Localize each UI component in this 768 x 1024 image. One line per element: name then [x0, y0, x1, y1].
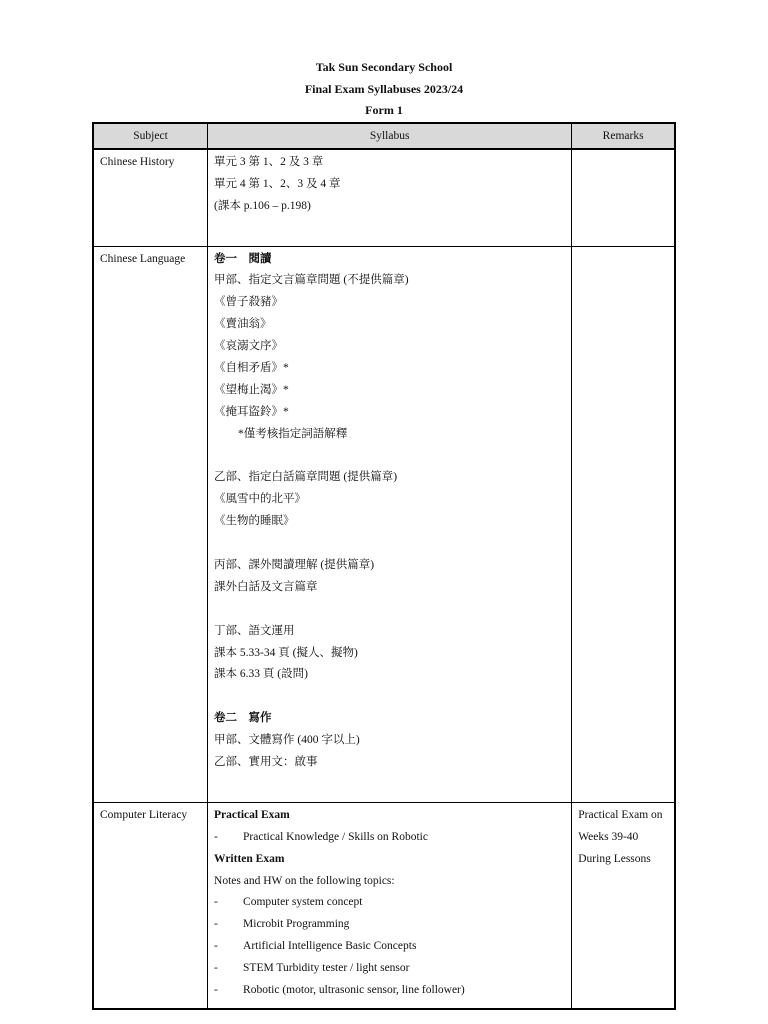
section-heading: 丁部、語文運用 — [214, 624, 295, 637]
column-header-syllabus: Syllabus — [208, 123, 572, 149]
remarks-cell — [572, 246, 675, 802]
syllabus-line: 乙部、實用文：啟事 — [214, 756, 318, 769]
bullet-dash: - — [214, 896, 218, 909]
footnote: *僅考核指定詞語解釋 — [238, 427, 348, 440]
syllabus-cell — [208, 246, 572, 802]
paper-heading: 卷一 閱讀 — [214, 252, 272, 265]
paper-heading: 卷二 寫作 — [214, 712, 272, 725]
syllabus-line: 《曾子殺豬》 — [214, 296, 284, 309]
syllabus-line: 《自相矛盾》* — [214, 362, 289, 375]
list-item-text: Microbit Programming — [243, 918, 350, 931]
remarks-line: Weeks 39-40 — [578, 830, 639, 843]
list-item — [214, 960, 565, 982]
list-item-text: Artificial Intelligence Basic Concepts — [243, 940, 417, 953]
list-item — [214, 894, 565, 916]
bullet-dash: - — [214, 940, 218, 953]
document-title: Final Exam Syllabuses 2023/24 — [304, 81, 464, 96]
section-heading: 乙部、指定白話篇章問題 (提供篇章) — [214, 471, 398, 484]
syllabus-line: Notes and HW on the following topics: — [214, 874, 395, 887]
subject-cell — [93, 802, 208, 1009]
list-item — [214, 982, 565, 1004]
school-name: Tak Sun Secondary School — [315, 60, 453, 74]
syllabus-line: 課本 6.33 頁 (設問) — [214, 668, 308, 681]
subject-cell — [93, 246, 208, 802]
column-header-remarks: Remarks — [572, 123, 675, 149]
list-item — [214, 829, 565, 851]
list-item-text: Robotic (motor, ultrasonic sensor, line follower) — [243, 983, 465, 996]
syllabus-line: 課本 5.33-34 頁 (擬人、擬物) — [214, 646, 358, 659]
bullet-dash: - — [214, 962, 218, 975]
section-heading: Practical Exam — [214, 808, 290, 821]
subject-name: Chinese History — [100, 156, 175, 168]
subject-cell — [93, 149, 208, 246]
syllabus-line: 《掩耳盜鈴》* — [214, 405, 289, 418]
list-item — [214, 916, 565, 938]
syllabus-table — [92, 122, 676, 1010]
subject-name: Chinese Language — [100, 252, 186, 265]
bullet-dash: - — [214, 983, 218, 996]
syllabus-cell — [208, 802, 572, 1009]
section-heading: 甲部、指定文言篇章問題 (不提供篇章) — [214, 274, 409, 287]
syllabus-line: 單元 4 第 1、2、3 及 4 章 — [214, 177, 341, 190]
syllabus-line: 《哀溺文序》 — [214, 340, 284, 353]
table-row-computer-literacy — [93, 802, 675, 1009]
list-item — [214, 938, 565, 960]
remarks-line: Practical Exam on — [578, 808, 663, 821]
subject-name: Computer Literacy — [100, 808, 188, 821]
syllabus-line: 課外白話及文言篇章 — [214, 580, 318, 593]
column-header-subject: Subject — [93, 123, 208, 149]
table-row-chinese-history — [93, 149, 675, 246]
remarks-cell — [572, 149, 675, 246]
syllabus-line: 單元 3 第 1、2 及 3 章 — [214, 156, 324, 168]
list-item-text: STEM Turbidity tester / light sensor — [243, 962, 410, 975]
syllabus-line: 甲部、文體寫作 (400 字以上) — [214, 734, 360, 747]
syllabus-line: 《風雪中的北平》 — [214, 493, 307, 506]
remarks-cell — [572, 802, 675, 1009]
list-item-text: Practical Knowledge / Skills on Robotic — [243, 830, 428, 843]
syllabus-line: 《望梅止渴》* — [214, 383, 289, 396]
bullet-dash: - — [214, 830, 218, 843]
syllabus-cell — [208, 149, 572, 246]
syllabus-line: (課本 p.106 – p.198) — [214, 199, 311, 212]
form-label: Form 1 — [365, 103, 403, 117]
section-heading: Written Exam — [214, 852, 285, 865]
syllabus-line: 《生物的睡眠》 — [214, 515, 295, 528]
document-header — [0, 60, 768, 125]
table-row-chinese-language — [93, 246, 675, 802]
syllabus-line: 《賣油翁》 — [214, 318, 272, 331]
table-header-row — [93, 123, 675, 149]
section-heading: 丙部、課外閱讀理解 (提供篇章) — [214, 559, 375, 572]
remarks-line: During Lessons — [578, 852, 651, 865]
bullet-dash: - — [214, 918, 218, 931]
list-item-text: Computer system concept — [243, 896, 363, 909]
